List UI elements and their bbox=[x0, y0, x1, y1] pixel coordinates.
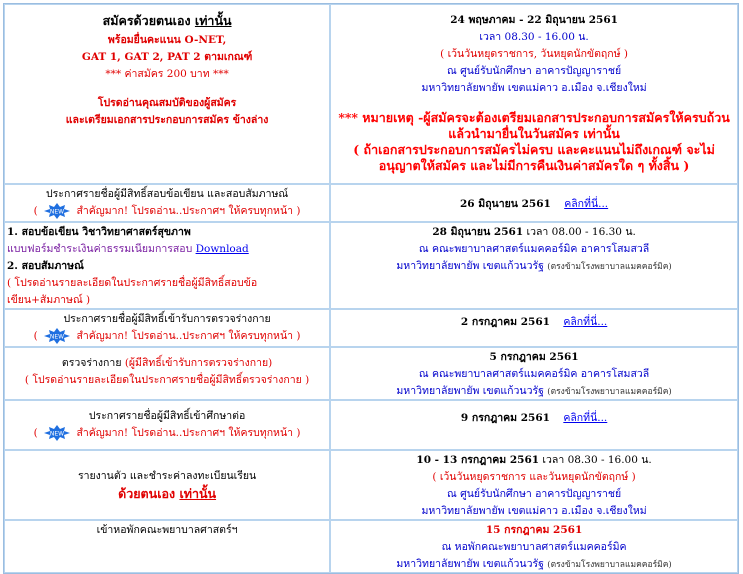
date-line: 10 - 13 กรกฎาคม 2561 เวลา 08.30 - 16.00 น. bbox=[416, 454, 652, 466]
notice-line: ( NEW สำคัญมาก! โปรดอ่าน..ประกาศฯ ให้ครบทุกหน้า ) bbox=[33, 205, 301, 217]
note-line: โปรดอ่านคุณสมบัติของผู้สมัคร bbox=[97, 97, 237, 109]
new-badge-icon bbox=[43, 425, 71, 441]
table-row bbox=[4, 400, 738, 450]
place-text: ณ ศูนย์รับนักศึกษา อาคารปัญญาราชย์ bbox=[447, 488, 622, 500]
table-row bbox=[4, 184, 738, 222]
new-badge-icon bbox=[43, 328, 71, 344]
date-text: 15 กรกฎาคม 2561 bbox=[485, 524, 583, 536]
step-cell bbox=[4, 400, 330, 450]
schedule-cell bbox=[330, 309, 738, 347]
table-row bbox=[4, 309, 738, 347]
detail-text: ( โปรดอ่านรายละเอียดในประกาศรายชื่อผู้มีสิทธิ์สอบข้อเขียน+สัมภาษณ์ ) bbox=[7, 277, 258, 306]
date-text: 2 กรกฎาคม 2561 bbox=[460, 316, 550, 328]
date-line: 28 มิถุนายน 2561 เวลา 08.00 - 16.30 น. bbox=[432, 226, 636, 238]
table-row bbox=[4, 4, 738, 184]
schedule-cell bbox=[330, 184, 738, 222]
schedule-cell bbox=[330, 347, 738, 400]
exam-title: 1. สอบข้อเขียน วิชาวิทยาศาสตร์สุขภาพ bbox=[7, 226, 191, 238]
date-text: 5 กรกฎาคม 2561 bbox=[489, 351, 579, 363]
place-text: มหาวิทยาลัยพายัพ เขตแม่คาว อ.เมือง จ.เชียงใหม่ bbox=[421, 82, 647, 94]
schedule-cell bbox=[330, 4, 738, 184]
announcement-link[interactable]: คลิกที่นี่... bbox=[564, 197, 609, 210]
warning-text: *** หมายเหตุ -ผู้สมัครจะต้องเตรียมเอกสารประกอบการสมัครให้ครบถ้วน แล้วนำมายื่นในวันสมัคร เท่านั้น bbox=[338, 110, 730, 141]
exception-text: ( เว้นวันหยุดราชการ และวันหยุดนักขัตฤกษ์ ) bbox=[432, 471, 636, 483]
notice-line: ( NEW สำคัญมาก! โปรดอ่าน..ประกาศฯ ให้ครบทุกหน้า ) bbox=[33, 427, 301, 439]
warning-text: ( ถ้าเอกสารประกอบการสมัครไม่ครบ และคะแนนไม่ถึงเกณฑ์ จะไม่อนุญาตให้สมัคร และไม่มีการคืนเงินค่าสมัครใด ๆ ทั้งสิ้น ) bbox=[353, 142, 715, 173]
step-cell bbox=[4, 520, 330, 573]
step-title: ประกาศรายชื่อผู้มีสิทธิ์เข้ารับการตรวจร่างกาย bbox=[63, 313, 271, 325]
time-text: เวลา 08.30 - 16.00 น. bbox=[479, 31, 589, 43]
schedule-cell bbox=[330, 222, 738, 309]
announcement-link[interactable]: คลิกที่นี่... bbox=[563, 412, 608, 424]
place-text: มหาวิทยาลัยพายัพ เขตแม่คาว อ.เมือง จ.เชียงใหม่ bbox=[421, 505, 647, 517]
svg-text:NEW: NEW bbox=[50, 333, 65, 341]
note-line: และเตรียมเอกสารประกอบการสมัคร ข้างล่าง bbox=[65, 114, 269, 126]
place-line: มหาวิทยาลัยพายัพ เขตแก้วนวรัฐ (ตรงข้ามโรงพยาบาลแมคคอร์มิค) bbox=[396, 385, 672, 397]
svg-text:NEW: NEW bbox=[50, 430, 65, 438]
step-subtitle: ด้วยตนเอง เท่านั้น bbox=[118, 485, 217, 501]
svg-text:NEW: NEW bbox=[50, 208, 65, 216]
fee-text: *** ค่าสมัคร 200 บาท *** bbox=[105, 68, 229, 80]
step-title: ตรวจร่างกาย (ผู้มีสิทธิ์เข้ารับการตรวจร่างกาย) bbox=[61, 357, 273, 369]
step-cell bbox=[4, 347, 330, 400]
notice-line: ( NEW สำคัญมาก! โปรดอ่าน..ประกาศฯ ให้ครบทุกหน้า ) bbox=[33, 330, 301, 342]
table-row bbox=[4, 222, 738, 309]
form-line: แบบฟอร์มชำระเงินค่าธรรมเนียมการสอบ Download bbox=[7, 243, 249, 255]
step-title: ประกาศรายชื่อผู้มีสิทธิ์เข้าศึกษาต่อ bbox=[88, 410, 246, 422]
step-cell bbox=[4, 309, 330, 347]
step-title: สมัครด้วยตนเอง เท่านั้น bbox=[102, 13, 232, 28]
place-line: มหาวิทยาลัยพายัพ เขตแก้วนวรัฐ (ตรงข้ามโรงพยาบาลแมคคอร์มิค) bbox=[396, 260, 672, 272]
table-row bbox=[4, 450, 738, 520]
place-text: ณ หอพักคณะพยาบาลศาสตร์แมคคอร์มิค bbox=[441, 541, 627, 553]
detail-text: ( โปรดอ่านรายละเอียดในประกาศรายชื่อผู้มีสิทธิ์ตรวจร่างกาย ) bbox=[24, 374, 310, 386]
new-badge-icon bbox=[43, 203, 71, 219]
step-cell bbox=[4, 222, 330, 309]
announcement-link[interactable]: คลิกที่นี่... bbox=[563, 316, 608, 328]
date-text: 9 กรกฎาคม 2561 bbox=[460, 412, 550, 424]
place-text: ณ คณะพยาบาลศาสตร์แมคคอร์มิค อาคารโสมสวลี bbox=[418, 243, 650, 255]
date-text: 24 พฤษภาคม - 22 มิถุนายน 2561 bbox=[450, 14, 618, 26]
step-cell bbox=[4, 4, 330, 184]
step-title: ประกาศรายชื่อผู้มีสิทธิ์สอบข้อเขียน และสอบสัมภาษณ์ bbox=[46, 188, 289, 200]
requirement-line: พร้อมยื่นคะแนน O-NET, bbox=[107, 34, 227, 46]
date-text: 26 มิถุนายน 2561 bbox=[460, 197, 551, 210]
table-row bbox=[4, 347, 738, 400]
step-title: รายงานตัว และชำระค่าลงทะเบียนเรียน bbox=[77, 469, 257, 482]
place-text: ณ คณะพยาบาลศาสตร์แมคคอร์มิค อาคารโสมสวลี bbox=[418, 368, 650, 380]
schedule-cell bbox=[330, 400, 738, 450]
place-text: ณ ศูนย์รับนักศึกษา อาคารปัญญาราชย์ bbox=[447, 65, 622, 77]
admission-schedule-table bbox=[3, 3, 739, 574]
exception-text: ( เว้นวันหยุดราชการ, วันหยุดนักขัตฤกษ์ ) bbox=[440, 48, 629, 60]
place-line: มหาวิทยาลัยพายัพ เขตแก้วนวรัฐ (ตรงข้ามโรงพยาบาลแมคคอร์มิค) bbox=[396, 558, 672, 570]
schedule-cell bbox=[330, 450, 738, 520]
download-link[interactable]: Download bbox=[195, 243, 249, 255]
requirement-line: GAT 1, GAT 2, PAT 2 ตามเกณฑ์ bbox=[81, 51, 253, 63]
step-cell bbox=[4, 450, 330, 520]
step-title: เข้าหอพักคณะพยาบาลศาสตร์ฯ bbox=[96, 524, 238, 536]
schedule-cell bbox=[330, 520, 738, 573]
step-cell bbox=[4, 184, 330, 222]
table-row bbox=[4, 520, 738, 573]
interview-title: 2. สอบสัมภาษณ์ bbox=[7, 260, 84, 272]
